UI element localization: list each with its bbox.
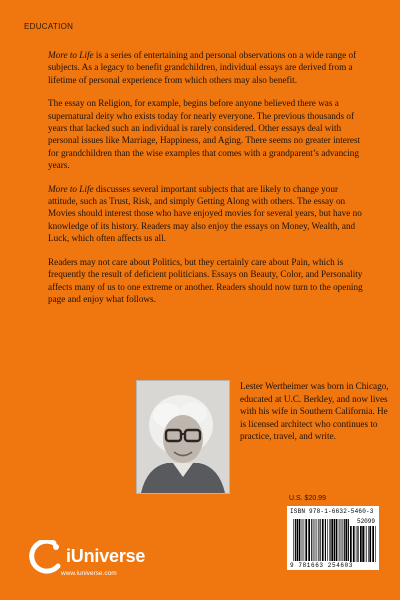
blurb-paragraph-1-text: is a series of entertaining and personal observations on a wide range of subjects. As a legacy to benefit grandchildren, individual essays are derived from a lifetime of personal experience from which others may also benefit. — [48, 50, 357, 85]
publisher-name: iUniverse — [66, 546, 146, 566]
publisher-logo — [24, 540, 174, 584]
back-cover-blurb — [48, 49, 365, 305]
book-title-italic: More to Life — [48, 50, 94, 60]
price-code: 52099 — [356, 518, 375, 525]
price-label: U.S. $20.99 — [289, 495, 326, 502]
iuniverse-swirl-icon — [24, 540, 64, 574]
category-label: EDUCATION — [24, 22, 74, 31]
blurb-paragraph-2: The essay on Religion, for example, begins before anyone believed there was a supernatural deity who exists today for nearly everyone. The previous thousands of years that lacked such an individual is rarely considered. Other essays deal with personal issues like Marriage, Happiness, and Aging. There seems no greater interest for grandchildren than the wise examples that comes with a grandparent’s advancing years. — [48, 98, 361, 171]
book-title-italic: More to Life — [48, 183, 94, 194]
ean-barcode-bars — [293, 519, 349, 561]
blurb-paragraph-1 — [48, 49, 365, 86]
author-photo — [136, 380, 230, 494]
isbn-number: ISBN 978-1-6632-5460-3 — [290, 508, 374, 515]
author-portrait-illustration — [137, 381, 229, 493]
blurb-paragraph-3-text: discusses several important subjects that are likely to change your attitude, such as Trust, Risk, and simply Getting Along with others. The essay on Movies should interest those who have enjoyed movies for several years, but have no knowledge of its history. Readers may also enjoy the essays on Money, Wealth, and Luck, which often affects us all. — [48, 183, 362, 244]
price-barcode-bars — [350, 526, 376, 562]
isbn-barcode — [287, 506, 379, 570]
ean-number: 9 781663 254603 — [290, 562, 354, 569]
author-bio: Lester Wertheimer was born in Chicago, educated at U.C. Berkley, and now lives with his wife in Southern California. He is licensed architect who continues to practice, travel, and write. — [240, 381, 389, 442]
blurb-paragraph-4: Readers may not care about Politics, but they certainly care about Pain, which is frequently the result of deficient politicians. Essays on Beauty, Color, and Personality affects many of us to one extreme or another. Readers should now turn to the opening page and enjoy what follows. — [48, 256, 363, 304]
blurb-paragraph-3 — [48, 183, 365, 245]
publisher-url: www.iuniverse.com — [61, 570, 117, 577]
